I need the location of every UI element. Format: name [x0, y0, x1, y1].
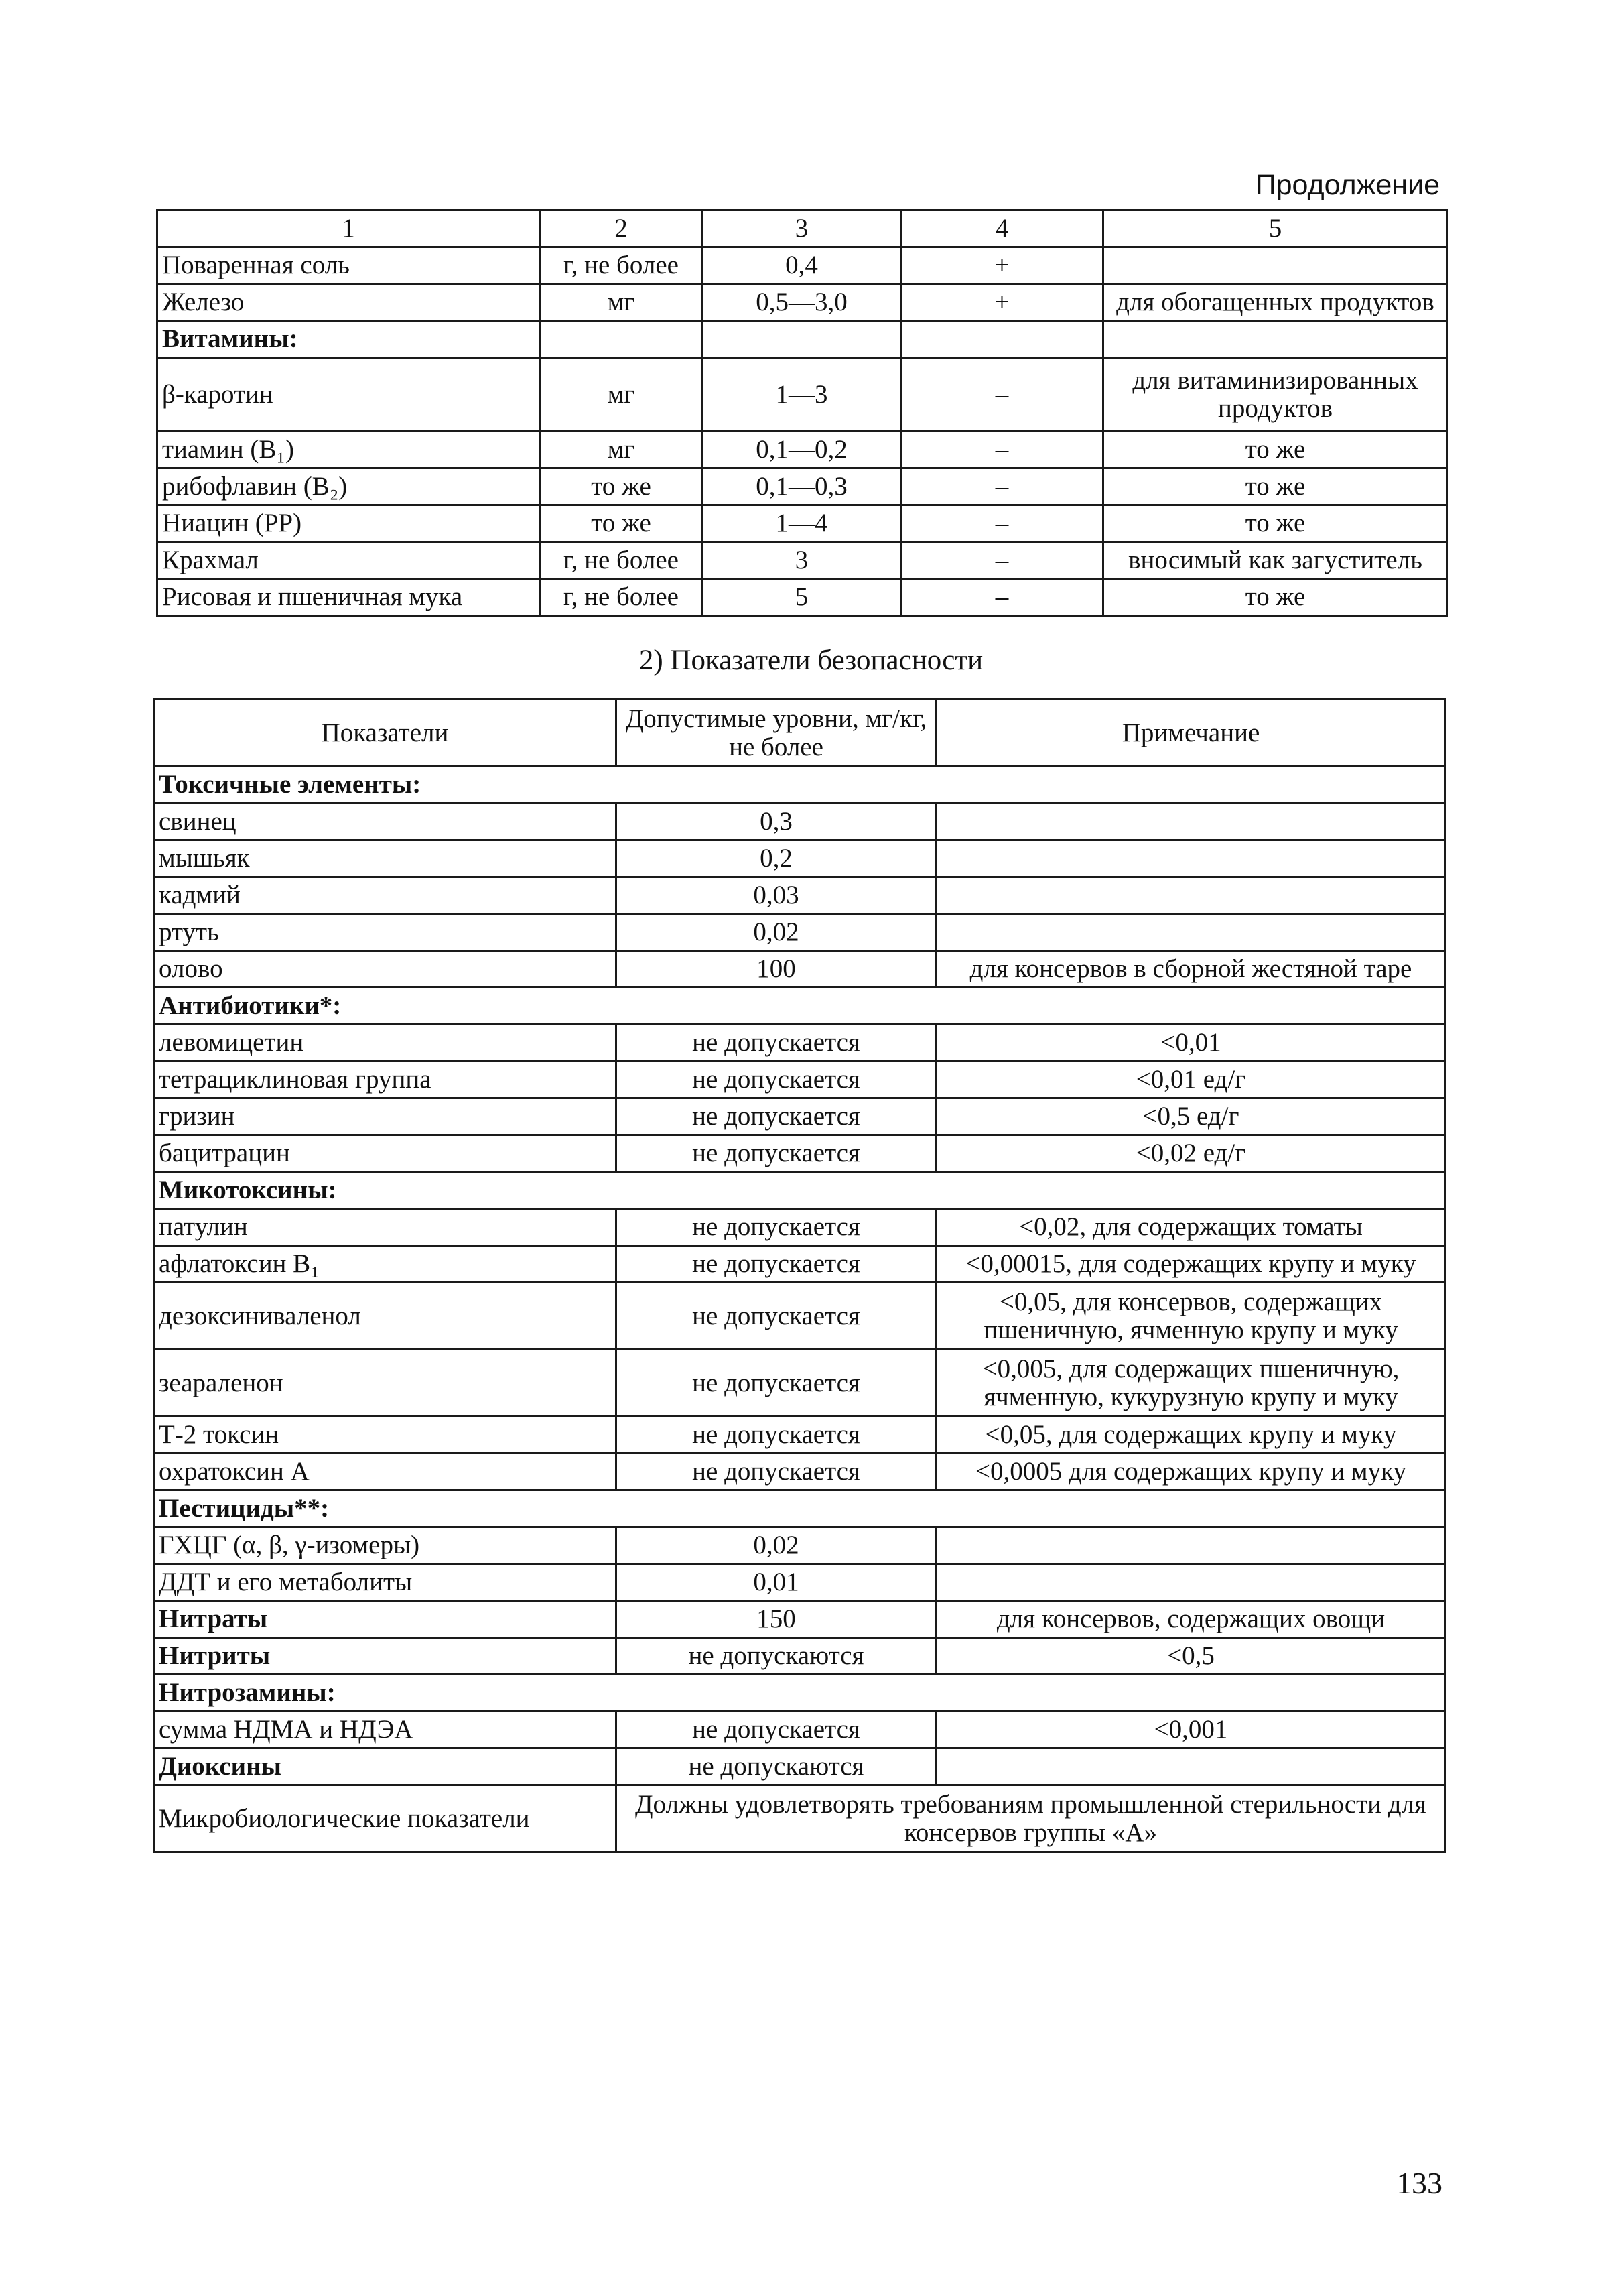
table-cell: 0,3 [616, 804, 937, 840]
table-cell [901, 321, 1103, 358]
group-heading-row [154, 767, 1446, 804]
section-title: 2) Показатели безопасности [638, 645, 984, 676]
table-cell: β-каротин [157, 358, 540, 432]
table-row [154, 1283, 1446, 1350]
table-cell: – [901, 468, 1103, 505]
table-row [154, 1527, 1446, 1564]
table-cell: ртуть [154, 914, 616, 951]
table-row [154, 1098, 1446, 1135]
table-row [154, 1601, 1446, 1638]
table-cell: мышьяк [154, 840, 616, 877]
table-cell: не допускается [616, 1246, 937, 1283]
table-row [154, 1135, 1446, 1172]
table-cell: Должны удовлетворять требованиям промышленной стерильности для консервов группы «А» [616, 1785, 1446, 1852]
table-cell: афлатоксин B₁ [154, 1246, 616, 1283]
column-number-header: 1 [157, 210, 540, 247]
table-row [154, 840, 1446, 877]
table-cell: Нитриты [154, 1638, 616, 1675]
table-row [154, 1025, 1446, 1062]
table-cell: не допускается [616, 1209, 937, 1246]
table-cell: – [901, 358, 1103, 432]
table-cell [1103, 321, 1448, 358]
table-cell: Диоксины [154, 1748, 616, 1785]
table-cell: гризин [154, 1098, 616, 1135]
table-cell: 150 [616, 1601, 937, 1638]
table-cell: Поваренная соль [157, 247, 540, 284]
group-heading: Токсичные элементы: [154, 767, 1446, 804]
table-cell: не допускается [616, 1025, 937, 1062]
group-heading: Микотоксины: [154, 1172, 1446, 1209]
table-cell: зеараленон [154, 1350, 616, 1417]
column-number-header: 2 [540, 210, 703, 247]
table-cell: не допускается [616, 1062, 937, 1098]
table-cell [937, 840, 1446, 877]
table-cell: для обогащенных продуктов [1103, 284, 1448, 321]
table-cell: не допускается [616, 1417, 937, 1454]
table-cell [937, 877, 1446, 914]
table-row [154, 1712, 1446, 1748]
table-cell: Крахмал [157, 542, 540, 579]
table-row [154, 1209, 1446, 1246]
table-row [154, 951, 1446, 988]
table-cell: то же [1103, 468, 1448, 505]
table-cell: 0,1—0,2 [703, 432, 901, 468]
table-row [157, 321, 1448, 358]
table-row [157, 468, 1448, 505]
table-cell: вносимый как загуститель [1103, 542, 1448, 579]
table-row [154, 1638, 1446, 1675]
table-cell: не допускается [616, 1283, 937, 1350]
group-heading: Нитрозамины: [154, 1675, 1446, 1712]
table-cell: Рисовая и пшеничная мука [157, 579, 540, 616]
table-cell: Микробиологические показатели [154, 1785, 616, 1852]
column-header: Показатели [154, 700, 616, 767]
table-cell: – [901, 432, 1103, 468]
table-cell [703, 321, 901, 358]
table-row [157, 247, 1448, 284]
table-cell: <0,005, для содержащих пшеничную, ячменную, кукурузную крупу и муку [937, 1350, 1446, 1417]
table-cell: то же [540, 468, 703, 505]
column-number-header: 3 [703, 210, 901, 247]
table-row [157, 358, 1448, 432]
group-heading-row [154, 988, 1446, 1025]
table-cell [937, 1564, 1446, 1601]
table-cell: 0,1—0,3 [703, 468, 901, 505]
composition-table [156, 209, 1448, 617]
table-cell: не допускаются [616, 1748, 937, 1785]
table-row [154, 1748, 1446, 1785]
column-number-header: 4 [901, 210, 1103, 247]
table-cell: Т-2 токсин [154, 1417, 616, 1454]
table-cell: <0,5 [937, 1638, 1446, 1675]
table-cell: мг [540, 432, 703, 468]
table-row [154, 877, 1446, 914]
table-cell: 0,02 [616, 914, 937, 951]
table-cell: то же [1103, 579, 1448, 616]
table-cell: 0,2 [616, 840, 937, 877]
table-cell: Железо [157, 284, 540, 321]
table-cell: г, не более [540, 579, 703, 616]
table-row [154, 1417, 1446, 1454]
table-cell: <0,02 ед/г [937, 1135, 1446, 1172]
table-row [157, 579, 1448, 616]
table-cell: – [901, 542, 1103, 579]
table-cell: то же [540, 505, 703, 542]
table-cell: 0,4 [703, 247, 901, 284]
table-cell: не допускается [616, 1135, 937, 1172]
table-cell: <0,02, для содержащих томаты [937, 1209, 1446, 1246]
table-row [157, 542, 1448, 579]
table-cell: + [901, 247, 1103, 284]
table-cell: <0,05, для консервов, содержащих пшеничную, ячменную крупу и муку [937, 1283, 1446, 1350]
table-cell: кадмий [154, 877, 616, 914]
table-cell: Нитраты [154, 1601, 616, 1638]
group-heading-row [154, 1675, 1446, 1712]
group-heading: Антибиотики*: [154, 988, 1446, 1025]
table-row [154, 1564, 1446, 1601]
table-cell: – [901, 505, 1103, 542]
table-cell: для консервов, содержащих овощи [937, 1601, 1446, 1638]
table-cell [540, 321, 703, 358]
table-row [154, 1785, 1446, 1852]
table-cell: <0,0005 для содержащих крупу и муку [937, 1454, 1446, 1490]
table-row [154, 1246, 1446, 1283]
table-cell: то же [1103, 432, 1448, 468]
table-cell: 0,5—3,0 [703, 284, 901, 321]
table-cell: <0,5 ед/г [937, 1098, 1446, 1135]
table-cell: 100 [616, 951, 937, 988]
table-cell: + [901, 284, 1103, 321]
table-cell: не допускается [616, 1454, 937, 1490]
table-cell: – [901, 579, 1103, 616]
table-cell: мг [540, 284, 703, 321]
page-number: 133 [1396, 2166, 1442, 2200]
table-row [157, 432, 1448, 468]
table-cell [937, 1527, 1446, 1564]
table-cell: 0,01 [616, 1564, 937, 1601]
table-cell: <0,00015, для содержащих крупу и муку [937, 1246, 1446, 1283]
table-row [154, 1062, 1446, 1098]
table-cell: 1—3 [703, 358, 901, 432]
table-cell: для витаминизированных продуктов [1103, 358, 1448, 432]
table-cell: не допускаются [616, 1638, 937, 1675]
table-cell: 1—4 [703, 505, 901, 542]
table-cell: г, не более [540, 542, 703, 579]
table-cell: ГХЦГ (α, β, γ-изомеры) [154, 1527, 616, 1564]
table-cell: мг [540, 358, 703, 432]
table-row [154, 914, 1446, 951]
table-cell: сумма НДМА и НДЭА [154, 1712, 616, 1748]
table-cell: рибофлавин (B₂) [157, 468, 540, 505]
table-cell: 5 [703, 579, 901, 616]
table-row [154, 804, 1446, 840]
safety-table [153, 698, 1446, 1853]
table-cell: ДДТ и его метаболиты [154, 1564, 616, 1601]
table-cell: Витамины: [157, 321, 540, 358]
table-cell: левомицетин [154, 1025, 616, 1062]
table-cell: свинец [154, 804, 616, 840]
table-cell: бацитрацин [154, 1135, 616, 1172]
table-cell [937, 1748, 1446, 1785]
table-header-row [154, 700, 1446, 767]
table-cell: 0,02 [616, 1527, 937, 1564]
table-cell: дезоксиниваленол [154, 1283, 616, 1350]
group-heading: Пестициды**: [154, 1490, 1446, 1527]
table-cell: <0,05, для содержащих крупу и муку [937, 1417, 1446, 1454]
table-cell: тетрациклиновая группа [154, 1062, 616, 1098]
table-cell [937, 914, 1446, 951]
table-cell: то же [1103, 505, 1448, 542]
table-cell: <0,01 ед/г [937, 1062, 1446, 1098]
table-row [157, 505, 1448, 542]
table-cell: патулин [154, 1209, 616, 1246]
table-cell: <0,001 [937, 1712, 1446, 1748]
continuation-label: Продолжение [1255, 169, 1440, 201]
table-cell: не допускается [616, 1712, 937, 1748]
table-cell: не допускается [616, 1350, 937, 1417]
table-cell: не допускается [616, 1098, 937, 1135]
table-header-row [157, 210, 1448, 247]
table-cell: 0,03 [616, 877, 937, 914]
column-header: Допустимые уровни, мг/кг, не более [616, 700, 937, 767]
column-number-header: 5 [1103, 210, 1448, 247]
table-cell: Ниацин (PP) [157, 505, 540, 542]
table-cell [1103, 247, 1448, 284]
group-heading-row [154, 1172, 1446, 1209]
table-row [154, 1454, 1446, 1490]
table-cell: для консервов в сборной жестяной таре [937, 951, 1446, 988]
table-cell: 3 [703, 542, 901, 579]
table-cell: олово [154, 951, 616, 988]
table-cell: охратоксин А [154, 1454, 616, 1490]
table-row [157, 284, 1448, 321]
table-cell: <0,01 [937, 1025, 1446, 1062]
column-header: Примечание [937, 700, 1446, 767]
table-cell: г, не более [540, 247, 703, 284]
group-heading-row [154, 1490, 1446, 1527]
table-cell: тиамин (B₁) [157, 432, 540, 468]
table-row [154, 1350, 1446, 1417]
table-cell [937, 804, 1446, 840]
